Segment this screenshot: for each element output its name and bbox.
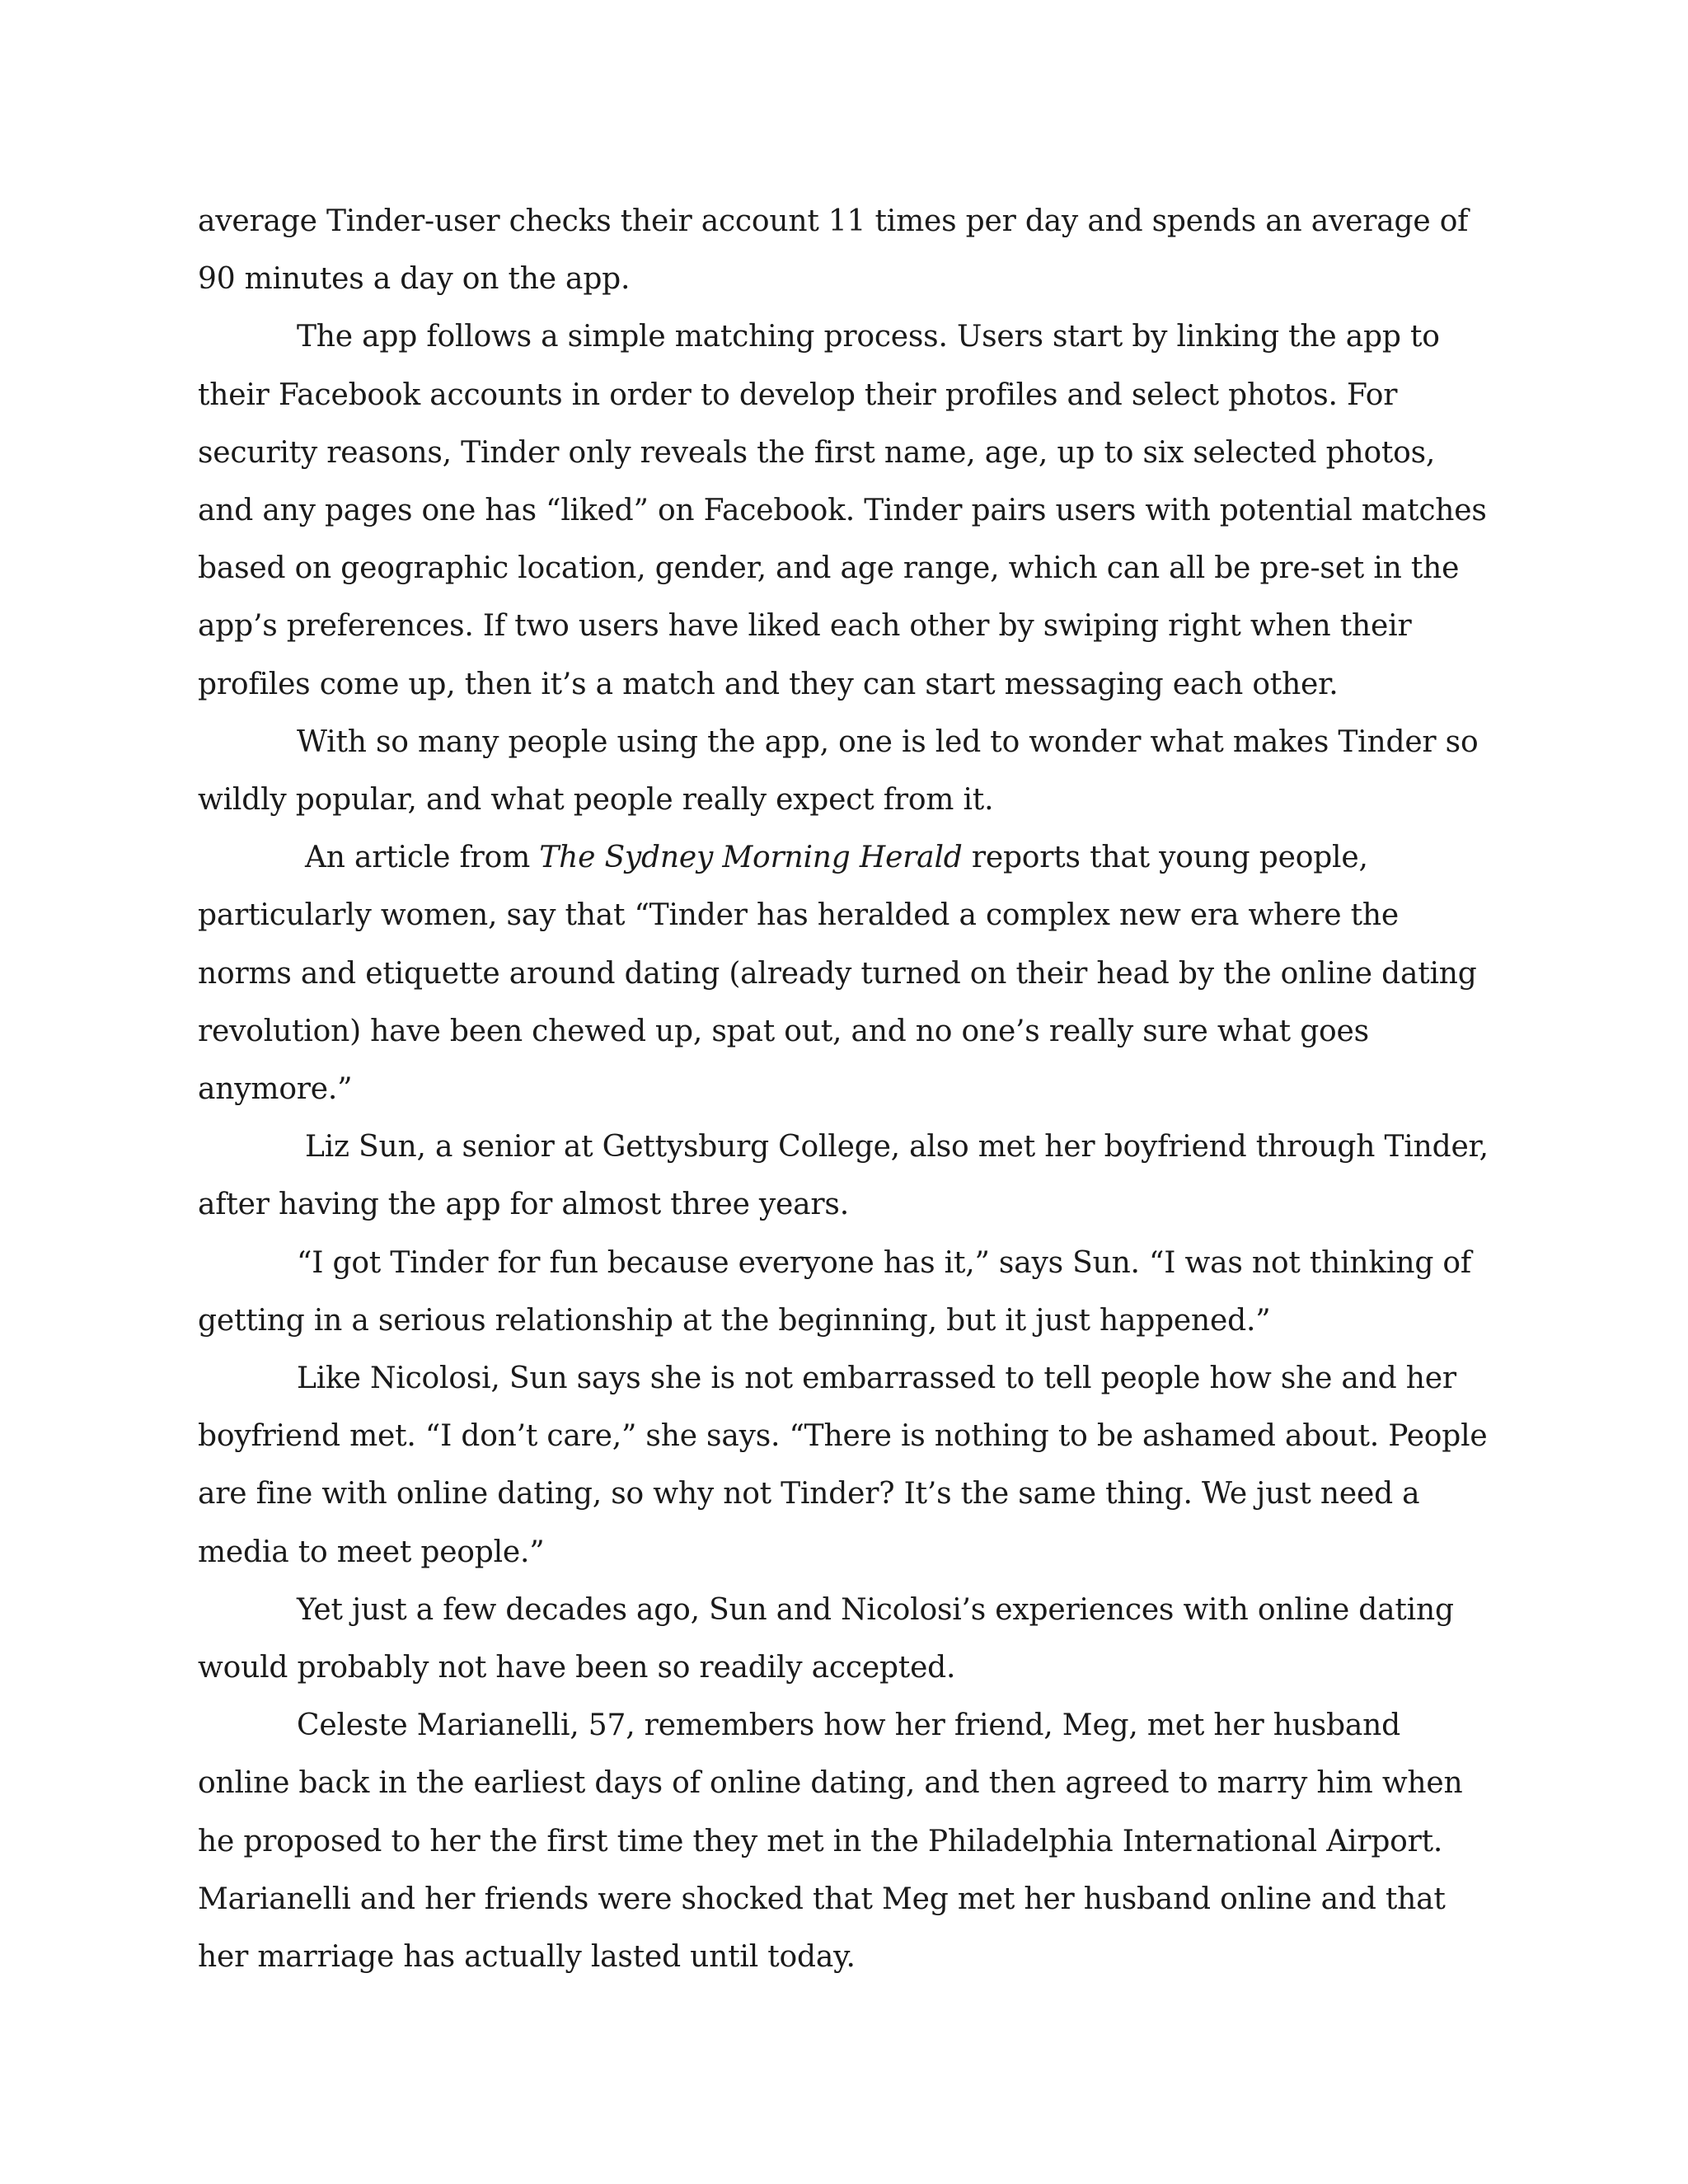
paragraph-popularity: With so many people using the app, one is led to wonder what makes Tinder so wildly popular, and what people really expect from it. xyxy=(198,724,1479,818)
publication-title: The Sydney Morning Herald xyxy=(539,841,963,875)
paragraph-matching-process: The app follows a simple matching process. Users start by linking the app to their Facebook accounts in order to develop their profiles and select photos. For security reasons, Tinder only reveals the first name, age, up to six selected photos, and any pages one has “liked” on Facebook. Tinder pairs users with potential matches based on geographic location, gender, and age range, which can all be pre-set in the app’s preferences. If two users have liked each other by swiping right when their profiles come up, then it’s a match and they can start messaging each other. xyxy=(198,320,1487,701)
paragraph-marianelli: Celeste Marianelli, 57, remembers how her friend, Meg, met her husband online back in the earliest days of online dating, and then agreed to marry him when he proposed to her the first time they met in the Philadelphia International Airport. Marianelli and her friends were shocked that Meg met her husband online and that her marriage has actually lasted until today. xyxy=(198,1708,1463,1975)
paragraph-decades-ago: Yet just a few decades ago, Sun and Nicolosi’s experiences with online dating would probably not have been so readily accepted. xyxy=(198,1592,1454,1685)
paragraph-herald-article xyxy=(198,829,1492,1118)
paragraph-sun-quote: “I got Tinder for fun because everyone has it,” says Sun. “I was not thinking of getting in a serious relationship at the beginning, but it just happened.” xyxy=(198,1245,1472,1338)
body-text xyxy=(198,193,1492,1986)
paragraph-liz-sun: Liz Sun, a senior at Gettysburg College, also met her boyfriend through Tinder, after having the app for almost three years. xyxy=(198,1130,1489,1222)
paragraph-usage-stats: average Tinder-user checks their account 11 times per day and spends an average of 90 minutes a day on the app. xyxy=(198,204,1469,297)
herald-text-before: An article from xyxy=(305,841,540,875)
paragraph-not-embarrassed: Like Nicolosi, Sun says she is not embarrassed to tell people how she and her boyfriend met. “I don’t care,” she says. “There is nothing to be ashamed about. People are fine with online dating, so why not Tinder? It’s the same thing. We just need a media to meet people.” xyxy=(198,1361,1488,1569)
herald-text-after: reports that young people, particularly women, say that “Tinder has heralded a complex new era where the norms and etiquette around dating (already turned on their head by the online dating revolution) have been chewed up, spat out, and no one’s really sure what goes anymore.” xyxy=(198,841,1477,1107)
